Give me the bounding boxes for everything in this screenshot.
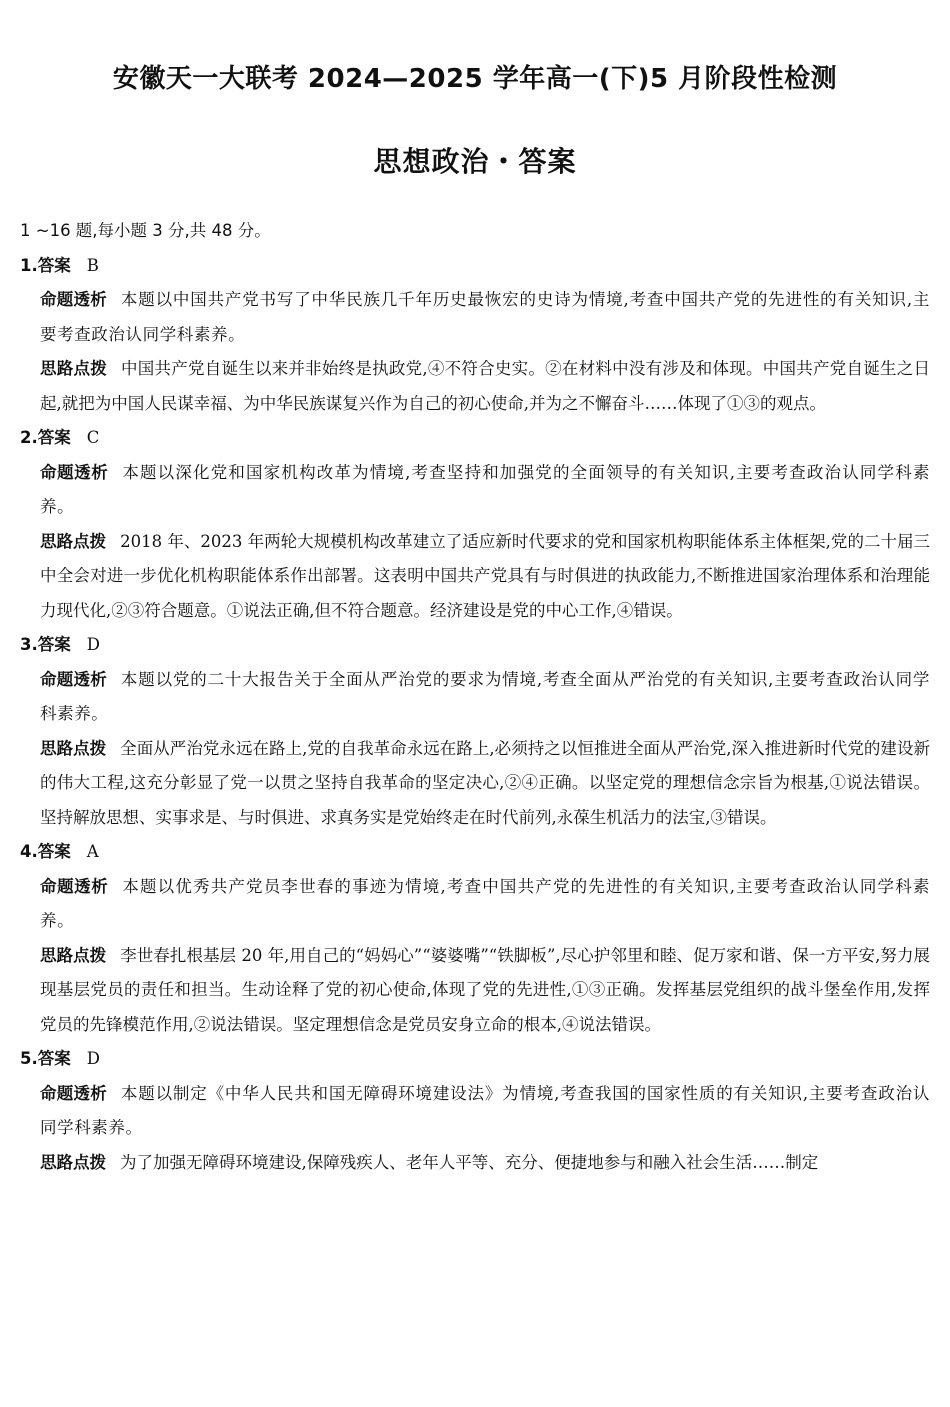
question-3 [20, 628, 930, 835]
analysis-paragraph [20, 1077, 930, 1146]
answer-label: 答案 [37, 635, 71, 654]
scoring-intro: 1 ~16 题,每小题 3 分,共 48 分。 [20, 221, 271, 240]
question-header [20, 421, 930, 456]
analysis-paragraph [20, 283, 930, 352]
question-header [20, 835, 930, 870]
hint-label: 思路点拨 [40, 945, 107, 965]
analysis-text: 本题以中国共产党书写了中华民族几千年历史最恢宏的史诗为情境,考查中国共产党的先进性的有关知识,主要考查政治认同学科素养。 [40, 290, 930, 344]
hint-paragraph [20, 732, 930, 836]
answer-label: 答案 [37, 428, 71, 447]
question-4 [20, 835, 930, 1042]
answer-content [20, 214, 930, 1180]
question-header [20, 628, 930, 663]
answer-value: A [86, 842, 99, 861]
analysis-text: 本题以优秀共产党员李世春的事迹为情境,考查中国共产党的先进性的有关知识,主要考查政治认同学科素养。 [40, 876, 930, 930]
hint-text: 为了加强无障碍环境建设,保障残疾人、老年人平等、充分、便捷地参与和融入社会生活……制定 [120, 1152, 819, 1172]
answer-label: 答案 [37, 1049, 71, 1068]
hint-text: 李世春扎根基层 20 年,用自己的“妈妈心”“婆婆嘴”“铁脚板”,尽心护邻里和睦、促万家和谐、保一方平安,努力展现基层党员的责任和担当。生动诠释了党的初心使命,体现了党的先进性,①③正确。发挥基层党组织的战斗堡垒作用,发挥党员的先锋模范作用,②说法错误。坚定理想信念是党员安身立命的根本,④说法错误。 [40, 945, 930, 1034]
hint-paragraph [20, 1146, 930, 1181]
page-subtitle: 思想政治・答案 [373, 145, 577, 178]
analysis-text: 本题以深化党和国家机构改革为情境,考查坚持和加强党的全面领导的有关知识,主要考查政治认同学科素养。 [40, 462, 930, 516]
analysis-paragraph [20, 456, 930, 525]
page-title: 安徽天一大联考 2024—2025 学年高一(下)5 月阶段性检测 [112, 64, 838, 94]
analysis-paragraph [20, 663, 930, 732]
hint-label: 思路点拨 [40, 531, 107, 551]
analysis-label: 命题透析 [40, 669, 107, 689]
analysis-text: 本题以党的二十大报告关于全面从严治党的要求为情境,考查全面从严治党的有关知识,主要考查政治认同学科素养。 [40, 669, 930, 723]
answer-value: D [86, 1049, 100, 1068]
analysis-label: 命题透析 [40, 876, 109, 896]
hint-label: 思路点拨 [40, 359, 107, 378]
analysis-text: 本题以制定《中华人民共和国无障碍环境建设法》为情境,考查我国的国家性质的有关知识,主要考查政治认同学科素养。 [40, 1083, 930, 1137]
hint-paragraph [20, 939, 930, 1043]
analysis-label: 命题透析 [40, 462, 109, 482]
question-5 [20, 1042, 930, 1180]
answer-value: B [86, 255, 99, 275]
question-number: 2. [20, 428, 38, 447]
analysis-label: 命题透析 [40, 1083, 107, 1103]
answer-label: 答案 [37, 842, 71, 861]
hint-paragraph [20, 525, 930, 629]
hint-paragraph [20, 352, 930, 421]
analysis-paragraph [20, 870, 930, 939]
hint-text: 全面从严治党永远在路上,党的自我革命永远在路上,必须持之以恒推进全面从严治党,深入推进新时代党的建设新的伟大工程,这充分彰显了党一以贯之坚持自我革命的坚定决心,②④正确。以坚定党的理想信念宗旨为根基,①说法错误。坚持解放思想、实事求是、与时俱进、求真务实是党始终走在时代前列,永葆生机活力的法宝,③错误。 [40, 738, 930, 827]
hint-text: 2018 年、2023 年两轮大规模机构改革建立了适应新时代要求的党和国家机构职能体系主体框架,党的二十届三中全会对进一步优化机构职能体系作出部署。这表明中国共产党具有与时俱进的执政能力,不断推进国家治理体系和治理能力现代化,②③符合题意。①说法正确,但不符合题意。经济建设是党的中心工作,④错误。 [40, 531, 931, 620]
answer-value: C [86, 428, 100, 447]
answer-value: D [86, 635, 100, 654]
question-number: 5. [20, 1049, 38, 1068]
hint-label: 思路点拨 [40, 738, 107, 758]
hint-text: 中国共产党自诞生以来并非始终是执政党,④不符合史实。②在材料中没有涉及和体现。中国共产党自诞生之日起,就把为中国人民谋幸福、为中华民族谋复兴作为自己的初心使命,并为之不懈奋斗……体现了①③的观点。 [40, 359, 930, 413]
analysis-label: 命题透析 [40, 290, 107, 309]
question-header [20, 249, 930, 284]
question-2 [20, 421, 930, 628]
question-number: 4. [20, 842, 38, 861]
question-header [20, 1042, 930, 1077]
question-1 [20, 249, 930, 422]
question-number: 3. [20, 635, 38, 654]
answer-label: 答案 [37, 255, 71, 275]
question-number: 1. [20, 255, 38, 275]
hint-label: 思路点拨 [40, 1152, 106, 1172]
